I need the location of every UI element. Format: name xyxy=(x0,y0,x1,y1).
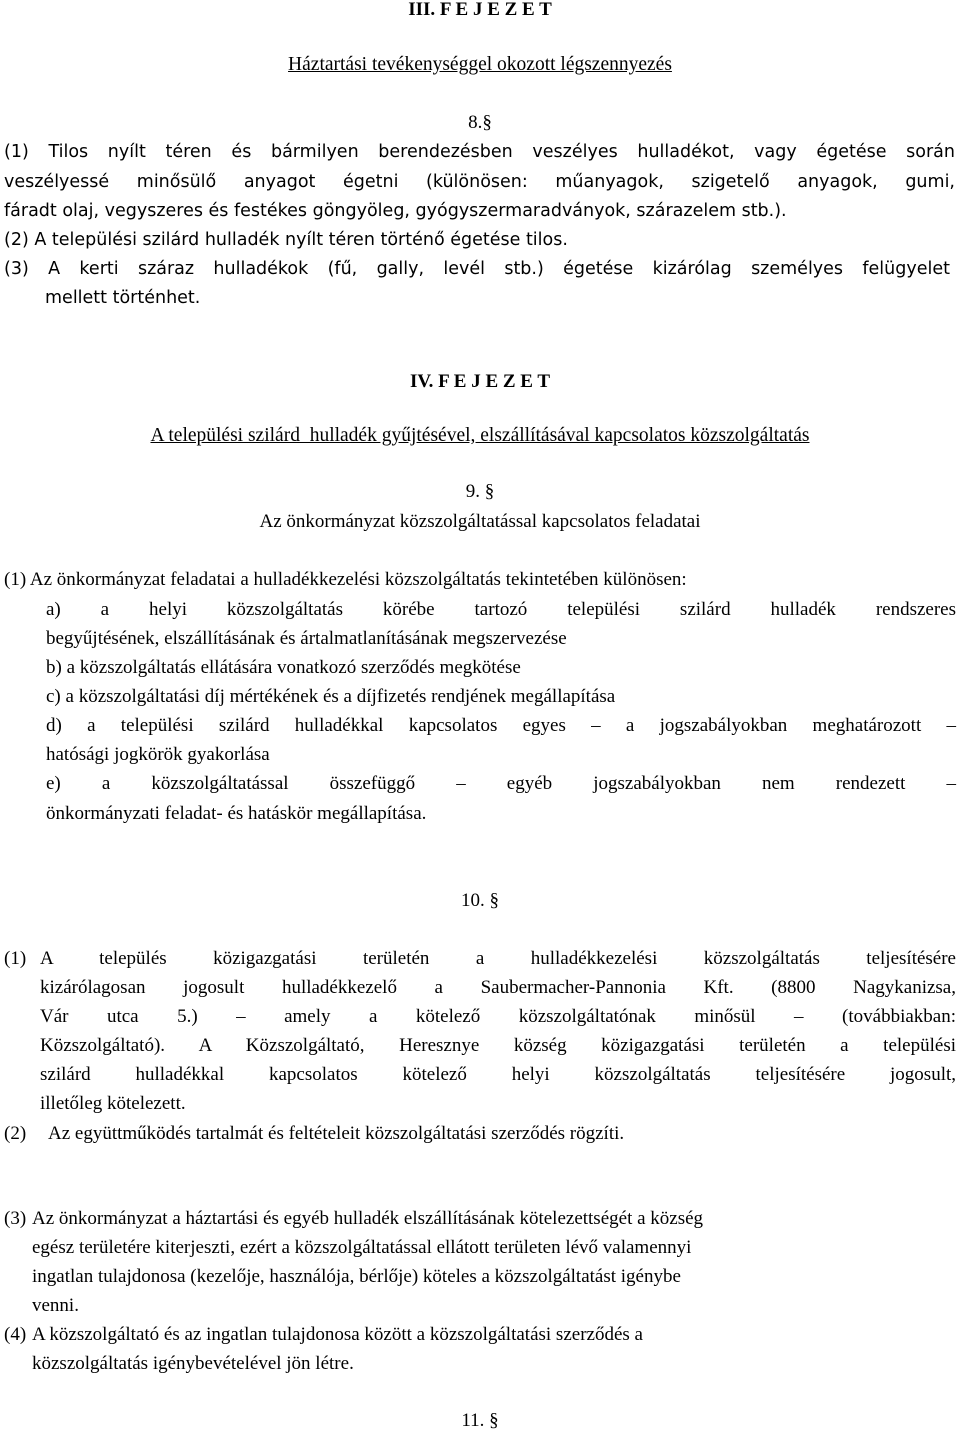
section-10-paragraph-2: Az együttműködés tartalmát és feltételeit közszolgáltatási szerződés rögzíti. xyxy=(48,1123,625,1144)
section-number: 8. xyxy=(468,112,483,133)
section-9-title: Az önkormányzat közszolgáltatással kapcsolatos feladatai xyxy=(259,511,701,532)
section-8-paragraph-1-line-2: veszélyessé minősülő anyagot égetni (különösen: műanyagok, szigetelő anyagok, gumi, xyxy=(4,172,955,192)
chapter-4-subheading: A települési szilárd hulladék gyűjtésével, elszállításával kapcsolatos közszolgáltatás xyxy=(150,425,810,446)
section-10-paragraph-3-line-3: ingatlan tulajdonosa (kezelője, használója, bérlője) köteles a közszolgáltatást igénybe xyxy=(32,1266,681,1287)
section-11-heading xyxy=(0,1409,960,1433)
section-9-paragraph-1-intro: (1) Az önkormányzat feladatai a hulladékkezelési közszolgáltatás tekintetében különösen: xyxy=(4,569,687,590)
section-10-paragraph-1-line-3: Vár utca 5.) – amely a kötelező közszolgáltatónak minősül – (továbbiakban: xyxy=(40,1006,956,1027)
list-item-a-line-1: a) a helyi közszolgáltatás körébe tartozó települési szilárd hulladék rendszeres xyxy=(46,599,956,620)
section-10-paragraph-3-label: (3) xyxy=(4,1208,27,1229)
list-item-c: c) a közszolgáltatási díj mértékének és a díjfizetés rendjének megállapítása xyxy=(46,686,616,707)
section-sign-icon: § xyxy=(482,112,492,133)
section-8-paragraph-1-line-3: fáradt olaj, vegyszeres és festékes göngyöleg, gyógyszermaradványok, szárazelem stb.). xyxy=(4,201,787,221)
section-8-paragraph-1-line-1: (1) Tilos nyílt téren és bármilyen berendezésben veszélyes hulladékot, vagy égetése során xyxy=(4,142,955,162)
section-10-paragraph-1-label: (1) xyxy=(4,948,27,969)
list-item-a-line-2: begyűjtésének, elszállításának és ártalmatlanításának megszervezése xyxy=(46,628,567,649)
section-10-paragraph-4-line-2: közszolgáltatás igénybevételével jön létre. xyxy=(32,1353,354,1374)
section-number: 10. xyxy=(461,890,485,911)
section-9-heading xyxy=(0,480,960,504)
section-10-heading xyxy=(0,889,960,913)
chapter-3-subheading: Háztartási tevékenységgel okozott légszennyezés xyxy=(288,54,672,75)
section-10-paragraph-1-line-2: kizárólagosan jogosult hulladékkezelő a Saubermacher-Pannonia Kft. (8800 Nagykanizsa, xyxy=(40,977,956,998)
list-item-b: b) a közszolgáltatás ellátására vonatkozó szerződés megkötése xyxy=(46,657,521,678)
section-10-paragraph-3-line-1: Az önkormányzat a háztartási és egyéb hulladék elszállításának kötelezettségét a község xyxy=(32,1208,704,1229)
section-sign-icon: § xyxy=(489,890,499,911)
section-number: 9. xyxy=(465,481,480,502)
section-8-heading xyxy=(0,111,960,135)
section-8-paragraph-2: (2) A települési szilárd hulladék nyílt téren történő égetése tilos. xyxy=(4,230,568,250)
list-item-d-line-2: hatósági jogkörök gyakorlása xyxy=(46,744,270,765)
section-10-paragraph-1-line-5: szilárd hulladékkal kapcsolatos kötelező helyi közszolgáltatás teljesítésére jogosult, xyxy=(40,1064,956,1085)
section-8-paragraph-3-line-1: (3) A kerti száraz hulladékok (fű, gally, levél stb.) égetése kizárólag személyes felügyelet xyxy=(4,259,950,279)
section-sign-icon: § xyxy=(489,1410,499,1431)
section-number: 11. xyxy=(461,1410,485,1431)
section-10-paragraph-1-line-6: illetőleg kötelezett. xyxy=(40,1093,186,1114)
list-item-e-line-2: önkormányzati feladat- és hatáskör megállapítása. xyxy=(46,803,427,824)
chapter-3-heading: III. F E J E Z E T xyxy=(408,0,552,20)
section-10-paragraph-2-label: (2) xyxy=(4,1123,27,1144)
list-item-e-line-1: e) a közszolgáltatással összefüggő – egyéb jogszabályokban nem rendezett – xyxy=(46,773,956,794)
section-10-paragraph-3-line-4: venni. xyxy=(32,1295,79,1316)
section-8-paragraph-3-line-2: mellett történhet. xyxy=(45,288,201,308)
list-item-d-line-1: d) a települési szilárd hulladékkal kapcsolatos egyes – a jogszabályokban meghatározott – xyxy=(46,715,956,736)
section-10-paragraph-1-line-4: Közszolgáltató). A Közszolgáltató, Heresznye község közigazgatási területén a települési xyxy=(40,1035,956,1056)
section-10-paragraph-4-label: (4) xyxy=(4,1324,27,1345)
section-sign-icon: § xyxy=(484,481,495,502)
section-10-paragraph-3-line-2: egész területére kiterjeszti, ezért a közszolgáltatással ellátott területen lévő valamennyi xyxy=(32,1237,692,1258)
section-10-paragraph-1-line-1: A település közigazgatási területén a hulladékkezelési közszolgáltatás teljesítésére xyxy=(40,948,956,969)
chapter-4-heading: IV. F E J E Z E T xyxy=(409,371,551,392)
section-10-paragraph-4-line-1: A közszolgáltató és az ingatlan tulajdonosa között a közszolgáltatási szerződés a xyxy=(32,1324,643,1345)
